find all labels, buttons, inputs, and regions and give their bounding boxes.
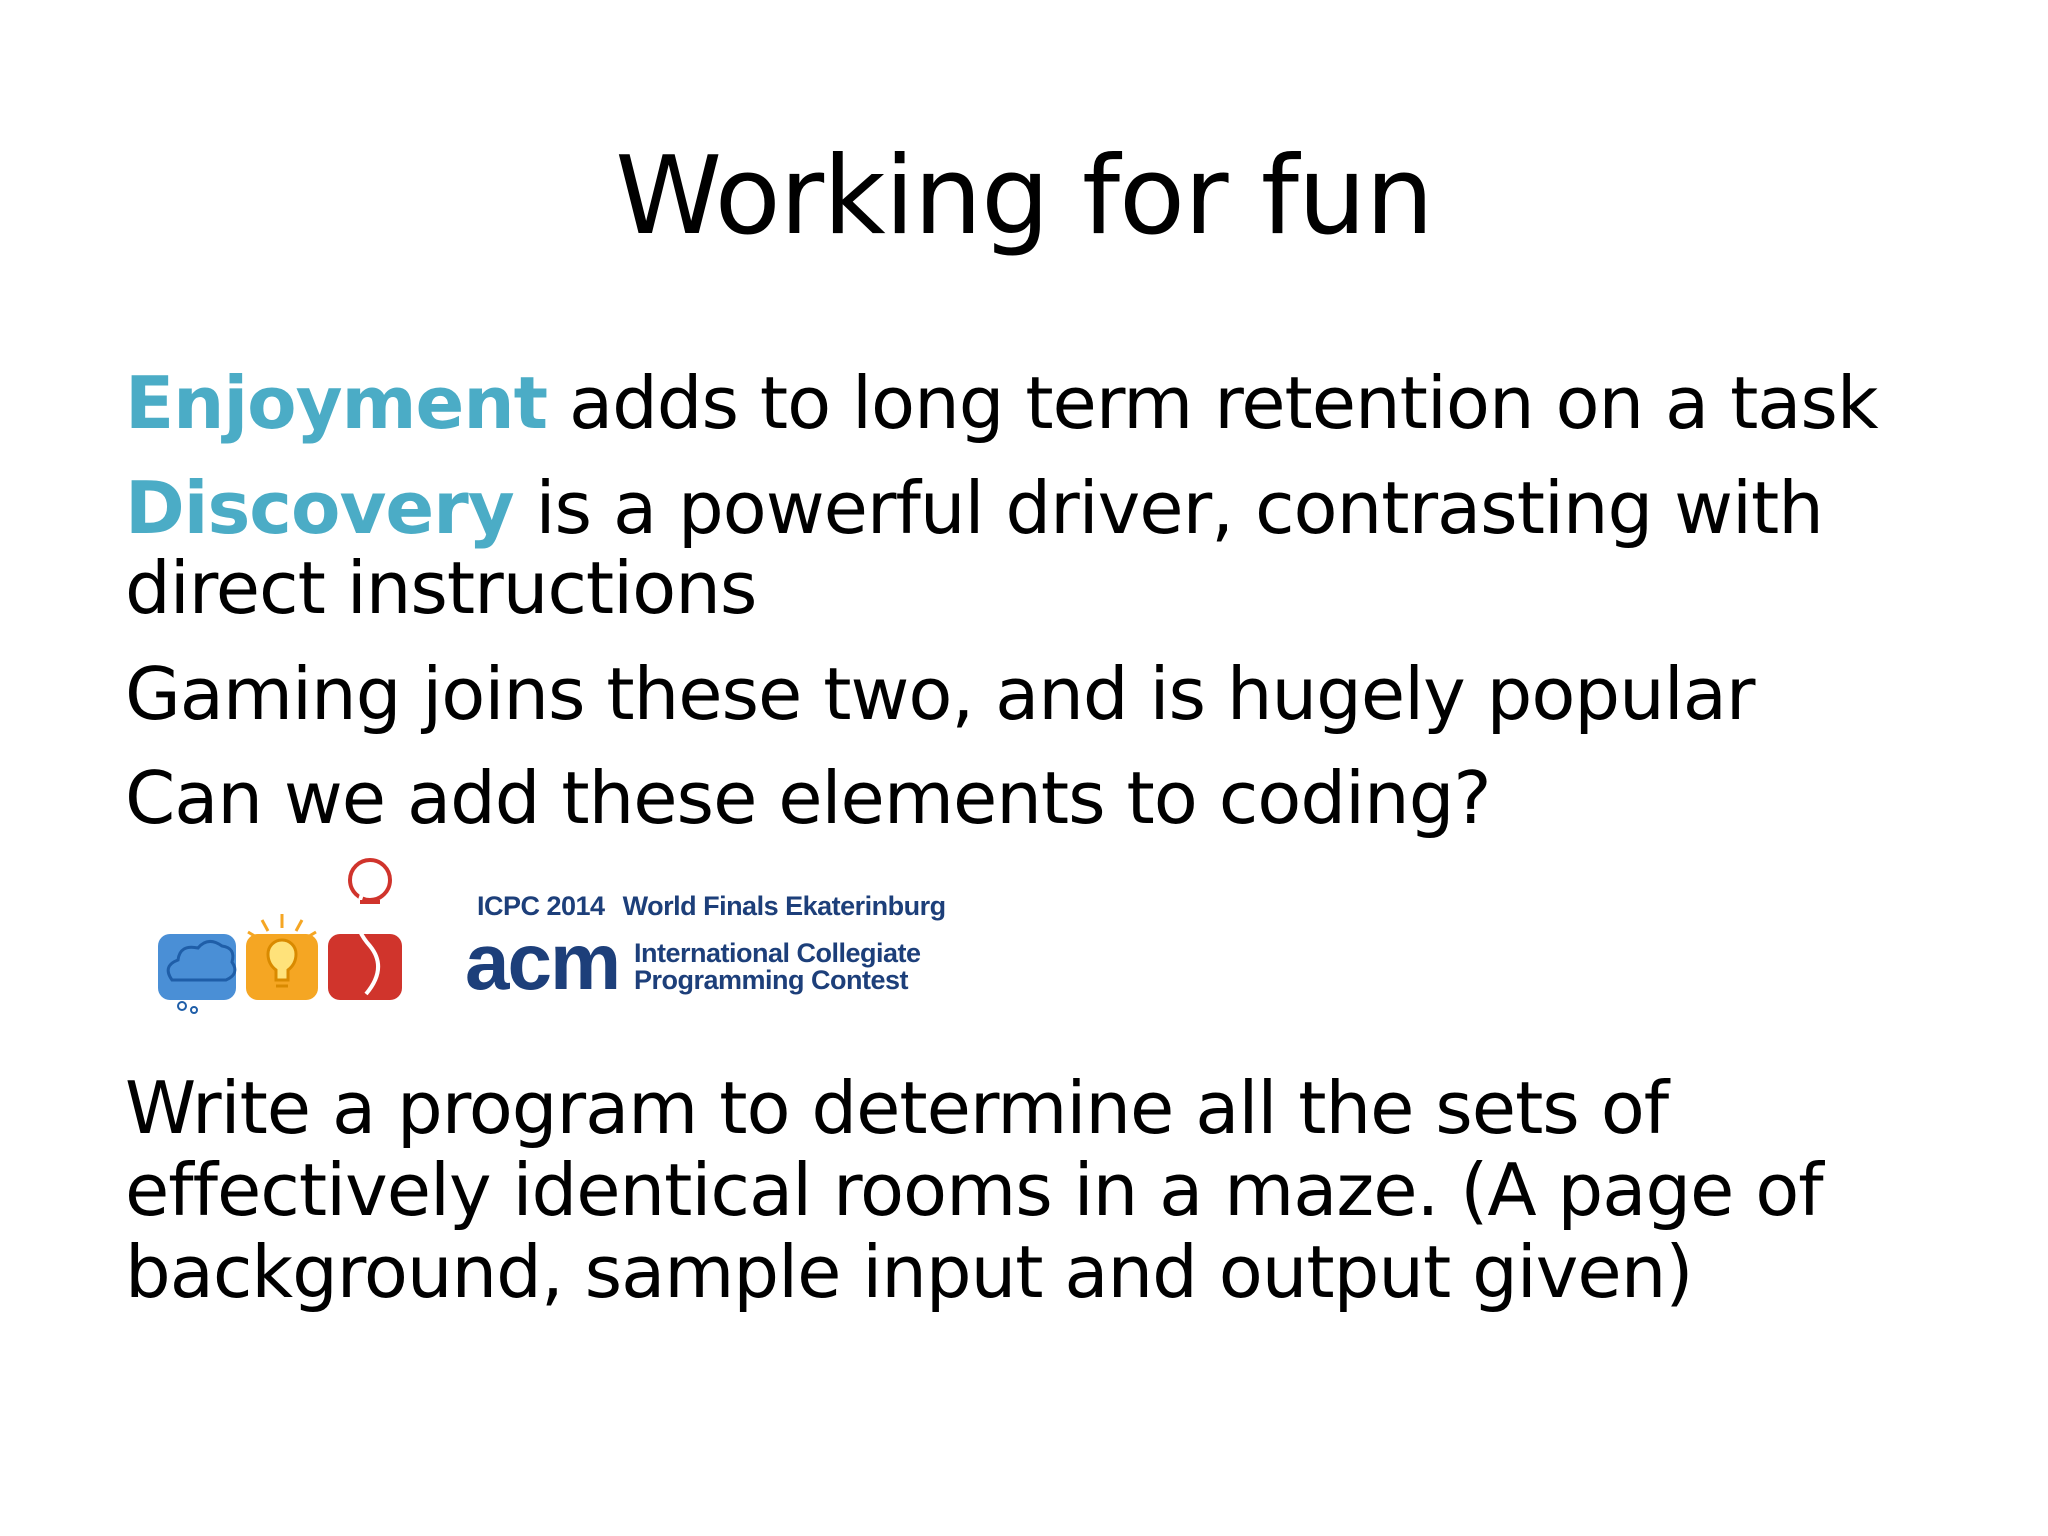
bullet-text: adds to long term retention on a task	[547, 361, 1878, 445]
bullet-discovery	[125, 468, 1975, 548]
contest-name-line2: Programming Contest	[634, 965, 909, 995]
task-description-line: background, sample input and output given)	[125, 1230, 1693, 1314]
acm-wordmark: acm	[465, 917, 620, 1006]
cloud-icon	[158, 934, 236, 1013]
balloon-icon	[328, 860, 402, 1000]
world-finals-text: World Finals Ekaterinburg	[622, 891, 946, 921]
highlight-enjoyment: Enjoyment	[125, 361, 548, 445]
lightbulb-icon	[246, 914, 318, 1000]
bullet-enjoyment	[125, 363, 1975, 443]
contest-name-line1: International Collegiate	[634, 938, 921, 968]
bullet-gaming: Gaming joins these two, and is hugely popular	[125, 652, 1755, 736]
task-description-line: effectively identical rooms in a maze. (A page of	[125, 1148, 1823, 1232]
slide-title: Working for fun	[615, 134, 1433, 259]
task-description-line: Write a program to determine all the sets of	[125, 1066, 1669, 1150]
icpc-icons	[150, 858, 430, 1018]
highlight-discovery: Discovery	[125, 466, 514, 550]
bullet-text: is a powerful driver, contrasting with	[513, 466, 1823, 550]
bullet-question: Can we add these elements to coding?	[125, 756, 1491, 840]
icpc-acm-logo	[150, 858, 970, 1018]
icpc-event: ICPC 2014	[477, 891, 605, 921]
bullet-continuation: direct instructions	[125, 546, 757, 630]
